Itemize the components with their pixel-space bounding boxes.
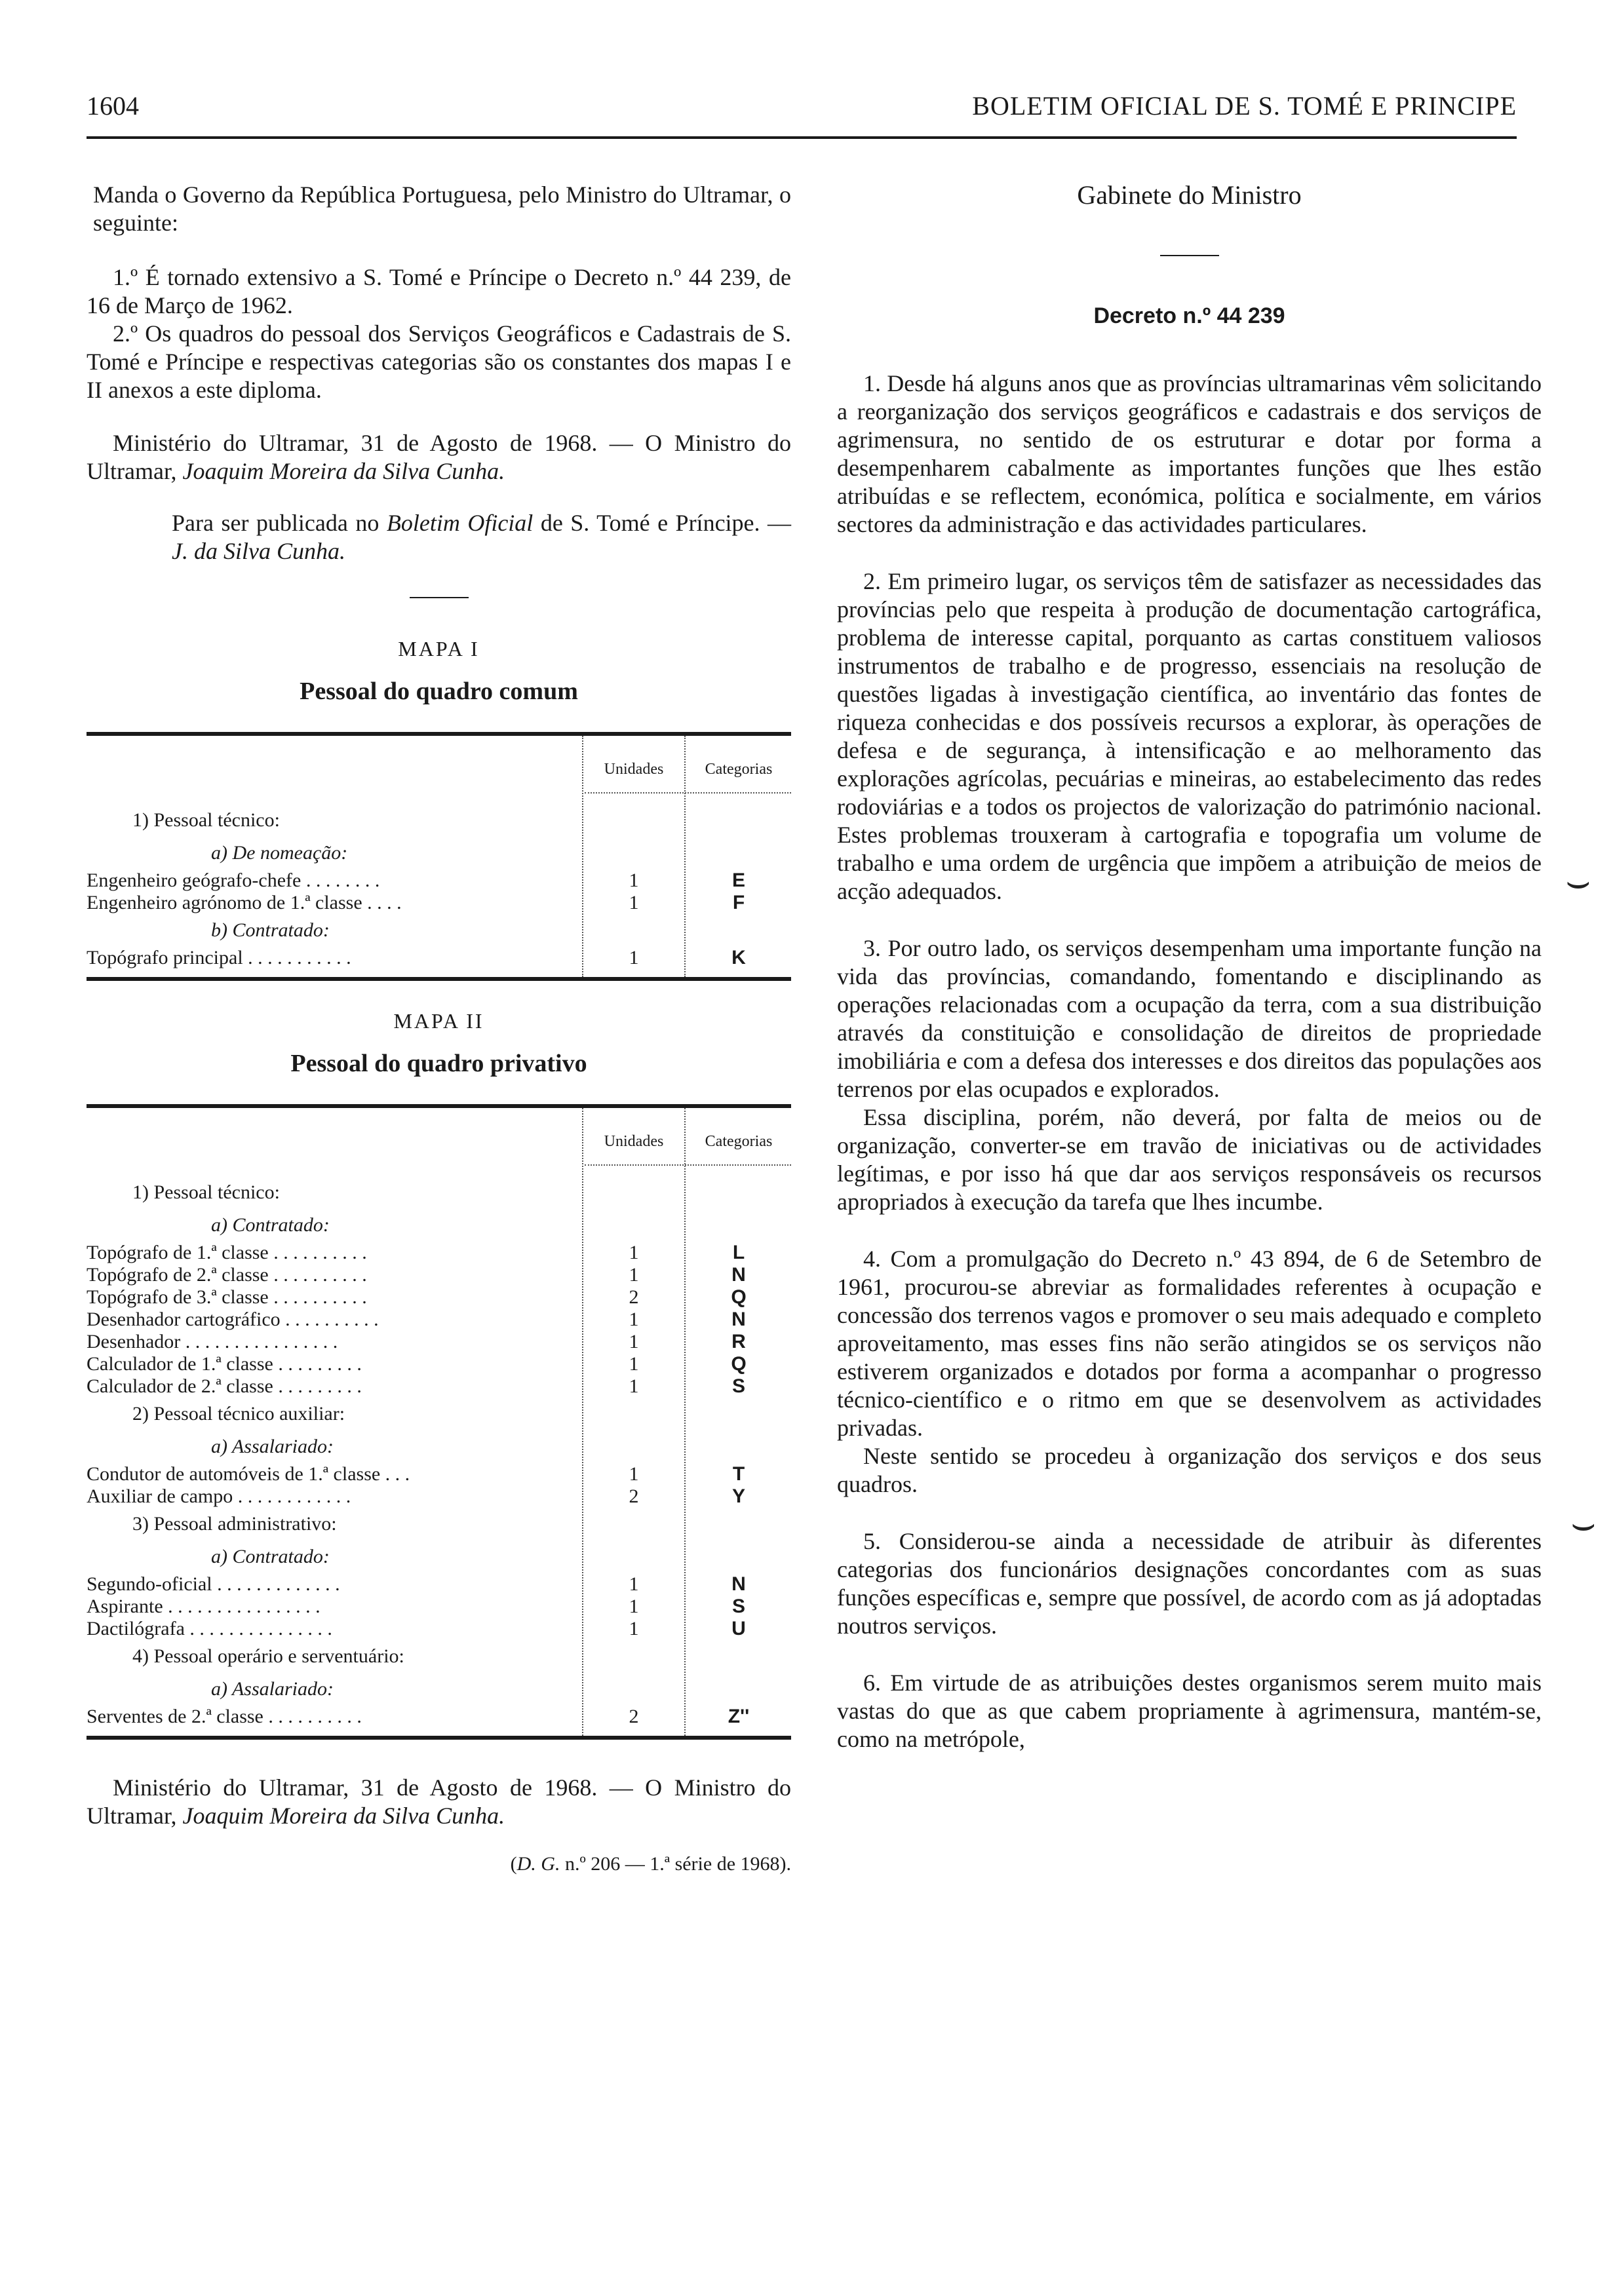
header-underline [585,792,791,794]
paragraph-3b: Essa disciplina, porém, não deverá, por falta de meios ou de organização, converter-se em travão de iniciativas ou de actividades legítimas, e por isso há que dar aos serviços responsáveis os recursos apropriados à execução da tarefa que lhes incumbe. [837,1104,1542,1215]
publication-prefix: Para ser publicada no [172,510,379,536]
map-1-title: MAPA I [398,637,480,660]
table-header [87,736,791,791]
subsection-heading: a) Contratado: [211,1546,330,1567]
table-row: Desenhador . . . . . . . . . . . . . . . . 1 R [87,1331,746,1352]
category-header: Categorias [705,761,773,778]
subsection-heading: a) Contratado: [211,1214,330,1236]
left-column [87,181,791,1878]
table-row: Auxiliar de campo . . . . . . . . . . . . 2 Y [87,1485,745,1507]
column-divider [684,1108,686,1736]
table-row: Segundo-oficial . . . . . . . . . . . . . 1 N [87,1573,746,1595]
table-row: Topógrafo de 1.ª classe . . . . . . . . . . 1 L [87,1242,745,1263]
subsection-heading: a) Assalariado: [211,1678,334,1700]
table-row: Condutor de automóveis de 1.ª classe . . . 1 T [87,1463,745,1485]
table-row: Dactilógrafa . . . . . . . . . . . . . . . 1 U [87,1618,746,1639]
category-header: Categorias [705,1133,773,1150]
publication-note [87,509,791,565]
units-header: Unidades [604,761,664,778]
bulletin-name: Boletim Oficial [386,510,534,536]
publication-signature: J. da Silva Cunha. [172,538,345,564]
right-column [837,181,1542,1753]
signature-text: Ministério do Ultramar, 31 de Agosto de 1968. — O Ministro do Ultramar, [87,1774,791,1829]
page-number: 1604 [87,91,139,121]
bulletin-title: BOLETIM OFICIAL DE S. TOMÉ E PRINCIPE [972,91,1517,121]
table-header [87,1108,791,1163]
table-row: Topógrafo principal . . . . . . . . . . . 1 K [87,947,746,968]
map-1-subtitle: Pessoal do quadro comum [300,678,578,705]
article-1: 1.º É tornado extensivo a S. Tomé e Príncipe o Decreto n.º 44 239, de 16 de Março de 1962. [87,264,791,318]
subsection-heading: b) Contratado: [211,919,330,941]
punch-hole-mark: ⌣ [1565,858,1591,904]
header-underline [585,1164,791,1166]
table-row: Engenheiro geógrafo-chefe . . . . . . . . 1 E [87,870,745,891]
table-row: Serventes de 2.ª classe . . . . . . . . . . 2 Z'' [87,1706,750,1727]
punch-hole-mark: ⌣ [1570,1501,1597,1546]
minister-name: Joaquim Moreira da Silva Cunha. [182,458,505,484]
cabinet-heading: Gabinete do Ministro [1077,180,1302,210]
source-footnote: (D. G. n.º 206 — 1.ª série de 1968). [510,1853,791,1875]
signature-text: Ministério do Ultramar, 31 de Agosto de 1968. — O Ministro do Ultramar, [87,430,791,484]
minister-name: Joaquim Moreira da Silva Cunha. [182,1803,505,1829]
map-2-subtitle: Pessoal do quadro privativo [290,1050,587,1077]
section-heading: 1) Pessoal técnico: [132,1181,280,1203]
column-divider [582,1108,583,1736]
section-heading: 3) Pessoal administrativo: [132,1513,337,1535]
table-row: Topógrafo de 3.ª classe . . . . . . . . . . 2 Q [87,1286,747,1308]
paragraph-2: 2. Em primeiro lugar, os serviços têm de satisfazer as necessidades das províncias pelo que respeita à produção de documentação cartográfica, problema de interesse capital, porquanto as cartas constituem valiosos instrumentos de trabalho e de progresso, essenciais na resolução de questões ligadas à investigação científica, ao inventário das fontes de riqueza conhecidas e dos possíveis recursos a explorar, às operações de defesa e de segurança, à intensificação e ao melhoramento das explorações agrícolas, pecuárias e mineiras, ao estabelecimento das redes rodoviárias e a todos os projectos de valorização do património nacional. Estes problemas trouxeram à cartografia e topografia um volume de trabalho e uma ordem de urgência que impõem a atribuição de meios de acção adequados. [837,568,1542,904]
table-row: Aspirante . . . . . . . . . . . . . . . . 1 S [87,1596,745,1617]
section-heading: 2) Pessoal técnico auxiliar: [132,1403,345,1425]
map-1-table [87,736,791,977]
section-heading: 1) Pessoal técnico: [132,809,280,831]
subsection-heading: a) De nomeação: [211,842,348,864]
header-rule [87,136,1517,139]
intro-paragraph: Manda o Governo da República Portuguesa, pelo Ministro do Ultramar, o seguinte: [93,182,791,236]
article-2: 2.º Os quadros do pessoal dos Serviços Geográficos e Cadastrais de S. Tomé e Príncipe e respectivas categorias são os constantes dos mapas I e II anexos a este diploma. [87,320,791,403]
signature-block-2 [87,1774,791,1830]
units-header: Unidades [604,1133,664,1150]
table-row: Calculador de 2.ª classe . . . . . . . . . 1 S [87,1375,745,1397]
map-2-table [87,1108,791,1736]
table-row: Engenheiro agrónomo de 1.ª classe . . . . 1 F [87,892,745,913]
table-row: Calculador de 1.ª classe . . . . . . . . . 1 Q [87,1353,747,1375]
table-row: Topógrafo de 2.ª classe . . . . . . . . . . 1 N [87,1264,746,1286]
decree-title: Decreto n.º 44 239 [1093,303,1285,328]
paragraph-6: 6. Em virtude de as atribuições destes organismos serem muito mais vastas do que as que cabem propriamente à agrimensura, mantém-se, como na metrópole, [837,1670,1542,1752]
subsection-heading: a) Assalariado: [211,1436,334,1457]
signature-block-1 [87,429,791,486]
paragraph-4: 4. Com a promulgação do Decreto n.º 43 894, de 6 de Setembro de 1961, procurou-se abreviar as formalidades referentes à ocupação e concessão dos terrenos vagos e promover o seu mais adequado e completo aproveitamento, mas esses fins não serão atingidos se os serviços não estiverem organizados e dotados por forma a acompanhar o progresso técnico-científico e o ritmo em que se desenvolvem as actividades privadas. [837,1246,1542,1441]
paragraph-3: 3. Por outro lado, os serviços desempenham uma importante função na vida das províncias, comandando, fomentando e disciplinando as operações relacionadas com a ocupação da terra, com a sua distribuição através da constituição e consolidação de direitos de propriedade imobiliária e com a defesa dos interesses e dos direitos das populações aos terrenos por elas ocupados e explorados. [837,935,1542,1102]
paragraph-5: 5. Considerou-se ainda a necessidade de atribuir às diferentes categorias dos funcionários designações concordantes com as suas funções específicas e, sempre que possível, de acordo com as já adoptadas noutros serviços. [837,1528,1542,1639]
paragraph-1: 1. Desde há alguns anos que as províncias ultramarinas vêm solicitando a reorganização dos serviços geográficos e cadastrais e dos serviços de agrimensura, no sentido de os estruturar e dotar por forma a desempenharem cabalmente as importantes funções que lhes estão atribuídas e se reflectem, económica, política e socialmente, em vários sectores da administração e das actividades particulares. [837,370,1542,537]
table-row: Desenhador cartográfico . . . . . . . . . . 1 N [87,1309,746,1330]
paragraph-4b: Neste sentido se procedeu à organização dos serviços e dos seus quadros. [837,1443,1542,1497]
publication-mid: de S. Tomé e Príncipe. — [540,510,792,536]
map-2-title: MAPA II [393,1009,484,1033]
section-heading: 4) Pessoal operário e serventuário: [132,1645,404,1667]
